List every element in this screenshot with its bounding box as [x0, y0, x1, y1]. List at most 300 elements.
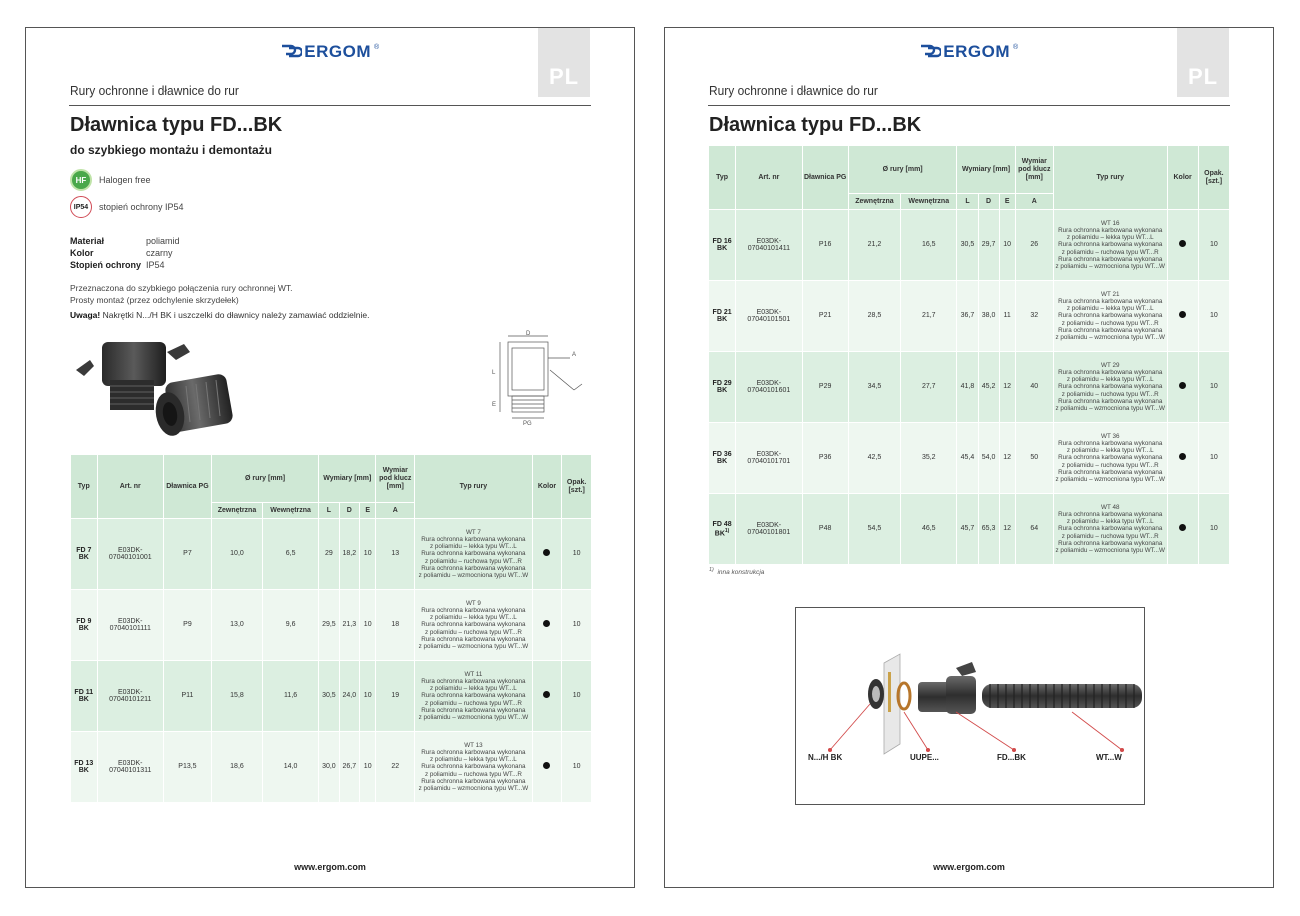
section-title: Rury ochronne i dławnice do rur [70, 83, 239, 98]
pipe-line: z poliamidu – wzmocniona typu WT...W [1055, 475, 1166, 483]
cell-a: 26 [1015, 210, 1053, 281]
cell-d: 18,2 [339, 519, 359, 590]
header-d: D [978, 194, 999, 210]
cell-art: E03DK-07040101211 [97, 661, 163, 732]
cell-pipe-type [1053, 281, 1167, 352]
brand-reg: ® [1013, 44, 1019, 51]
pipe-line: z poliamidu – lekka typu WT...L [1066, 305, 1154, 313]
cell-typ [71, 732, 98, 803]
typ-line: FD 11 [74, 688, 94, 696]
color-dot-icon [1179, 382, 1186, 389]
color-dot-icon [543, 549, 550, 556]
pipe-line: z poliamidu – wzmocniona typu WT...W [1055, 404, 1166, 412]
cell-e: 10 [999, 210, 1015, 281]
cell-e: 12 [999, 423, 1015, 494]
header-zew: Zewnętrzna [848, 194, 900, 210]
table-row [709, 494, 1230, 565]
cell-pipe-type [415, 590, 532, 661]
pipe-line: z poliamidu – ruchowa typu WT...R [424, 628, 522, 636]
cell-a: 18 [376, 590, 415, 661]
pipe-wt: WT 36 [1101, 433, 1120, 441]
cell-typ [71, 519, 98, 590]
table-row [71, 590, 592, 661]
color-dot-icon [1179, 453, 1186, 460]
color-dot-icon [1179, 524, 1186, 531]
assembly-illustration [796, 608, 1144, 804]
cell-opak: 10 [1198, 423, 1229, 494]
color-dot-icon [543, 691, 550, 698]
color-dot-icon [543, 762, 550, 769]
cell-opak: 10 [562, 661, 592, 732]
cell-pg: P9 [163, 590, 211, 661]
property-value: czarny [146, 248, 173, 258]
pipe-line: Rura ochronna karbowana wykonana [1058, 454, 1163, 462]
cell-kolor [1167, 281, 1198, 352]
cell-wew: 9,6 [263, 590, 319, 661]
color-dot-icon [1179, 240, 1186, 247]
typ-line-2 [72, 767, 96, 774]
pipe-line: Rura ochronna karbowana wykonana [421, 749, 526, 757]
header-wew: Wewnętrzna [901, 194, 957, 210]
pipe-line: z poliamidu – lekka typu WT...L [430, 614, 517, 622]
badge-ip54 [70, 196, 184, 218]
pipe-line: z poliamidu – lekka typu WT...L [430, 543, 517, 551]
typ-line-2 [72, 625, 96, 632]
pipe-line: Rura ochronna karbowana wykonana [1058, 312, 1163, 320]
cell-a: 22 [376, 732, 415, 803]
table-row [71, 732, 592, 803]
pipe-line: Rura ochronna karbowana wykonana [421, 536, 526, 544]
table-row [71, 519, 592, 590]
header-e: E [999, 194, 1015, 210]
header-dlawnica: Dławnica PG [802, 146, 848, 210]
order-note [70, 310, 370, 320]
cell-kolor [1167, 494, 1198, 565]
cell-d: 26,7 [339, 732, 359, 803]
pipe-line: z poliamidu – lekka typu WT...L [1066, 234, 1154, 242]
pipe-wt: WT 48 [1101, 504, 1120, 512]
cell-l: 45,7 [957, 494, 978, 565]
cell-typ [709, 352, 736, 423]
header-kolor: Kolor [532, 455, 562, 519]
cell-opak: 10 [562, 519, 592, 590]
cell-d: 38,0 [978, 281, 999, 352]
typ-suffix: BK [714, 530, 725, 538]
typ-line-2 [710, 316, 734, 323]
pipe-line: z poliamidu – ruchowa typu WT...R [1061, 461, 1159, 469]
pipe-wt: WT 21 [1101, 291, 1120, 299]
cell-l: 29,5 [319, 590, 339, 661]
technical-drawing [488, 328, 588, 426]
cell-l: 30,0 [319, 732, 339, 803]
table-row [709, 210, 1230, 281]
assembly-label-nut: N.../H BK [808, 753, 843, 762]
typ-line: FD 21 [712, 308, 732, 316]
pipe-line: Rura ochronna karbowana wykonana [1058, 383, 1163, 391]
header-opak: Opak. [szt.] [1198, 146, 1229, 210]
cell-pipe-type [415, 732, 532, 803]
property-key: Materiał [70, 236, 105, 246]
pipe-line: Rura ochronna karbowana wykonana [421, 550, 526, 558]
typ-line: FD 36 [712, 450, 732, 458]
spec-table [70, 454, 592, 803]
table-row [709, 423, 1230, 494]
pipe-line: Rura ochronna karbowana wykonana [421, 692, 526, 700]
cell-a: 50 [1015, 423, 1053, 494]
brand-name: ERGOM [304, 42, 372, 61]
pipe-wt: WT 29 [1101, 362, 1120, 370]
cell-kolor [532, 661, 562, 732]
catalog-page-left [25, 27, 635, 888]
spec-table [708, 145, 1230, 565]
cell-pipe-type [1053, 494, 1167, 565]
description-line: Przeznaczona do szybkiego połączenia rury ochronnej WT. [70, 283, 293, 293]
footer-url: www.ergom.com [294, 862, 366, 872]
typ-line: FD 9 [76, 617, 92, 625]
cell-opak: 10 [1198, 352, 1229, 423]
gland-product-photo [72, 330, 252, 440]
note-text: Nakrętki N.../H BK i uszczelki do dławnicy należy zamawiać oddzielnie. [100, 310, 370, 320]
header-typ: Typ [709, 146, 736, 210]
cell-pipe-type [1053, 352, 1167, 423]
cell-d: 54,0 [978, 423, 999, 494]
pipe-line: z poliamidu – ruchowa typu WT...R [1061, 532, 1159, 540]
cell-art: E03DK-07040101501 [736, 281, 802, 352]
pipe-wt: WT 16 [1101, 220, 1120, 228]
cell-opak: 10 [562, 590, 592, 661]
pipe-line: z poliamidu – ruchowa typu WT...R [424, 770, 522, 778]
header-wymiary: Wymiary [mm] [319, 455, 376, 503]
typ-line: FD 16 [712, 237, 732, 245]
header-a: A [376, 503, 415, 519]
property-value: poliamid [146, 236, 180, 246]
cell-d: 45,2 [978, 352, 999, 423]
typ-suffix: BK [717, 458, 728, 465]
typ-suffix: BK [78, 767, 89, 774]
drawing-label-pg: PG [523, 421, 532, 426]
cell-d: 65,3 [978, 494, 999, 565]
cell-l: 29 [319, 519, 339, 590]
table-row [709, 281, 1230, 352]
pipe-line: Rura ochronna karbowana wykonana [1058, 255, 1163, 263]
pipe-line: z poliamidu – ruchowa typu WT...R [424, 557, 522, 565]
pipe-line: z poliamidu – ruchowa typu WT...R [1061, 390, 1159, 398]
cell-opak: 10 [1198, 210, 1229, 281]
cell-typ [709, 210, 736, 281]
cell-e: 11 [999, 281, 1015, 352]
pipe-line: Rura ochronna karbowana wykonana [421, 564, 526, 572]
cell-zew: 18,6 [211, 732, 262, 803]
cell-pg: P16 [802, 210, 848, 281]
cell-kolor [532, 519, 562, 590]
pipe-line: z poliamidu – wzmocniona typu WT...W [1055, 262, 1166, 270]
cell-typ [709, 423, 736, 494]
property-key: Kolor [70, 248, 94, 258]
cell-art: E03DK-07040101411 [736, 210, 802, 281]
catalog-page-right [664, 27, 1274, 888]
cell-zew: 21,2 [848, 210, 900, 281]
cell-kolor [1167, 423, 1198, 494]
assembly-label-gland: FD...BK [997, 753, 1026, 762]
pipe-line: Rura ochronna karbowana wykonana [421, 706, 526, 714]
cell-l: 36,7 [957, 281, 978, 352]
header-art: Art. nr [736, 146, 802, 210]
description [70, 282, 570, 306]
cell-typ [709, 281, 736, 352]
language-tab: PL [538, 28, 590, 97]
properties-list [70, 235, 180, 271]
cell-kolor [532, 732, 562, 803]
cell-wew: 6,5 [263, 519, 319, 590]
typ-suffix: BK [717, 387, 728, 394]
pipe-wt: WT 13 [464, 742, 483, 750]
cell-kolor [1167, 352, 1198, 423]
pipe-line: z poliamidu – lekka typu WT...L [1066, 376, 1154, 384]
typ-line-2 [72, 696, 96, 703]
cell-e: 12 [999, 352, 1015, 423]
header-wymiary: Wymiary [mm] [957, 146, 1015, 194]
pipe-line: Rura ochronna karbowana wykonana [1058, 241, 1163, 249]
cell-pipe-type [1053, 210, 1167, 281]
typ-suffix: BK [78, 625, 89, 632]
cell-a: 13 [376, 519, 415, 590]
pipe-line: z poliamidu – wzmocniona typu WT...W [418, 571, 529, 579]
cell-d: 21,3 [339, 590, 359, 661]
cell-typ [71, 590, 98, 661]
cell-a: 40 [1015, 352, 1053, 423]
cell-typ [71, 661, 98, 732]
cell-pg: P7 [163, 519, 211, 590]
property-row [70, 247, 180, 259]
cell-wew: 11,6 [263, 661, 319, 732]
header-opak: Opak. [szt.] [562, 455, 592, 519]
cell-wew: 14,0 [263, 732, 319, 803]
pipe-line: z poliamidu – ruchowa typu WT...R [1061, 248, 1159, 256]
header-rury: Ø rury [mm] [211, 455, 318, 503]
cell-zew: 10,0 [211, 519, 262, 590]
cell-pg: P13,5 [163, 732, 211, 803]
cell-e: 10 [360, 732, 376, 803]
header-typ: Typ [71, 455, 98, 519]
pipe-line: Rura ochronna karbowana wykonana [1058, 440, 1163, 448]
pipe-line: Rura ochronna karbowana wykonana [1058, 468, 1163, 476]
cell-zew: 28,5 [848, 281, 900, 352]
cell-l: 41,8 [957, 352, 978, 423]
header-wew: Wewnętrzna [263, 503, 319, 519]
cell-pg: P11 [163, 661, 211, 732]
cell-e: 10 [360, 519, 376, 590]
header-e: E [360, 503, 376, 519]
cell-pg: P36 [802, 423, 848, 494]
table-row [71, 661, 592, 732]
cell-art: E03DK-07040101001 [97, 519, 163, 590]
pipe-line: z poliamidu – ruchowa typu WT...R [424, 699, 522, 707]
pipe-line: z poliamidu – wzmocniona typu WT...W [1055, 333, 1166, 341]
assembly-label-seal: UUPE... [910, 753, 939, 762]
color-dot-icon [543, 620, 550, 627]
header-divider [708, 105, 1230, 106]
property-value: IP54 [146, 260, 165, 270]
typ-line: FD 7 [76, 546, 92, 554]
footnote [709, 567, 764, 576]
cell-wew: 16,5 [901, 210, 957, 281]
note-label: Uwaga! [70, 310, 101, 320]
pipe-line: Rura ochronna karbowana wykonana [421, 607, 526, 615]
color-dot-icon [1179, 311, 1186, 318]
header-typ-rury: Typ rury [1053, 146, 1167, 210]
typ-line-2 [710, 387, 734, 394]
typ-suffix: BK [717, 316, 728, 323]
cell-opak: 10 [1198, 281, 1229, 352]
cell-l: 30,5 [957, 210, 978, 281]
cell-wew: 35,2 [901, 423, 957, 494]
header-l: L [957, 194, 978, 210]
ergom-logo-icon [919, 43, 941, 59]
pipe-wt: WT 9 [465, 600, 481, 608]
language-tab: PL [1177, 28, 1229, 97]
footnote-mark: 1) [709, 567, 714, 573]
pipe-line: Rura ochronna karbowana wykonana [421, 777, 526, 785]
pipe-line: z poliamidu – wzmocniona typu WT...W [418, 642, 529, 650]
cell-opak: 10 [1198, 494, 1229, 565]
header-divider [69, 105, 591, 106]
property-row [70, 235, 180, 247]
header-klucz: Wymiar pod klucz [mm] [376, 455, 415, 503]
cell-zew: 13,0 [211, 590, 262, 661]
cell-opak: 10 [562, 732, 592, 803]
cell-art: E03DK-07040101701 [736, 423, 802, 494]
header-klucz: Wymiar pod klucz [mm] [1015, 146, 1053, 194]
pipe-line: z poliamidu – lekka typu WT...L [1066, 518, 1154, 526]
brand-name: ERGOM [943, 42, 1011, 61]
pipe-line: z poliamidu – wzmocniona typu WT...W [418, 784, 529, 792]
drawing-label-a: A [572, 352, 577, 358]
cell-zew: 42,5 [848, 423, 900, 494]
cell-zew: 54,5 [848, 494, 900, 565]
drawing-label-l: L [492, 370, 496, 376]
typ-line-2 [72, 554, 96, 561]
ip54-icon: IP54 [70, 196, 92, 218]
footnote-text: inna konstrukcja [717, 569, 765, 577]
cell-art: E03DK-07040101111 [97, 590, 163, 661]
cell-l: 45,4 [957, 423, 978, 494]
pipe-line: z poliamidu – lekka typu WT...L [430, 756, 517, 764]
cell-wew: 21,7 [901, 281, 957, 352]
cell-pipe-type [415, 519, 532, 590]
pipe-line: Rura ochronna karbowana wykonana [1058, 525, 1163, 533]
cell-art: E03DK-07040101601 [736, 352, 802, 423]
header-d: D [339, 503, 359, 519]
cell-wew: 46,5 [901, 494, 957, 565]
cell-pg: P48 [802, 494, 848, 565]
table-row [709, 352, 1230, 423]
ergom-logo-icon [280, 43, 302, 59]
cell-pg: P29 [802, 352, 848, 423]
header-dlawnica: Dławnica PG [163, 455, 211, 519]
typ-line-2 [710, 528, 734, 538]
cell-pipe-type [1053, 423, 1167, 494]
typ-suffix: BK [78, 554, 89, 561]
cell-pipe-type [415, 661, 532, 732]
pipe-line: z poliamidu – ruchowa typu WT...R [1061, 319, 1159, 327]
drawing-label-e: E [492, 402, 497, 408]
header-a: A [1015, 194, 1053, 210]
typ-footnote-mark: 1) [724, 527, 730, 534]
cell-typ [709, 494, 736, 565]
typ-suffix: BK [78, 696, 89, 703]
pipe-line: z poliamidu – lekka typu WT...L [1066, 447, 1154, 455]
header-zew: Zewnętrzna [211, 503, 262, 519]
typ-line-2 [710, 458, 734, 465]
property-row [70, 259, 180, 271]
pipe-line: Rura ochronna karbowana wykonana [421, 635, 526, 643]
cell-kolor [1167, 210, 1198, 281]
pipe-line: Rura ochronna karbowana wykonana [1058, 298, 1163, 306]
page-title: Dławnica typu FD...BK [709, 114, 922, 136]
pipe-line: Rura ochronna karbowana wykonana [1058, 397, 1163, 405]
cell-e: 12 [999, 494, 1015, 565]
cell-d: 29,7 [978, 210, 999, 281]
header-rury: Ø rury [mm] [848, 146, 957, 194]
pipe-line: Rura ochronna karbowana wykonana [421, 621, 526, 629]
page-title: Dławnica typu FD...BK [70, 114, 283, 136]
header-typ-rury: Typ rury [415, 455, 532, 519]
pipe-line: Rura ochronna karbowana wykonana [1058, 539, 1163, 547]
badge-halogen-free [70, 169, 151, 191]
pipe-line: Rura ochronna karbowana wykonana [1058, 511, 1163, 519]
typ-suffix: BK [717, 245, 728, 252]
description-line: Prosty montaż (przez odchylenie skrzydełek) [70, 295, 239, 305]
pipe-line: Rura ochronna karbowana wykonana [1058, 227, 1163, 235]
cell-zew: 34,5 [848, 352, 900, 423]
cell-art: E03DK-07040101801 [736, 494, 802, 565]
typ-line: FD 13 [74, 759, 94, 767]
cell-e: 10 [360, 661, 376, 732]
cell-zew: 15,8 [211, 661, 262, 732]
cell-pg: P21 [802, 281, 848, 352]
header-kolor: Kolor [1167, 146, 1198, 210]
pipe-line: Rura ochronna karbowana wykonana [1058, 326, 1163, 334]
halogen-free-icon: HF [70, 169, 92, 191]
cell-a: 64 [1015, 494, 1053, 565]
cell-wew: 27,7 [901, 352, 957, 423]
assembly-label-pipe: WT...W [1096, 753, 1122, 762]
pipe-line: Rura ochronna karbowana wykonana [421, 763, 526, 771]
cell-a: 19 [376, 661, 415, 732]
footer-url: www.ergom.com [933, 862, 1005, 872]
page-subtitle: do szybkiego montażu i demontażu [70, 143, 273, 157]
badge-label: Halogen free [99, 175, 151, 185]
cell-e: 10 [360, 590, 376, 661]
header-art: Art. nr [97, 455, 163, 519]
badge-label: stopień ochrony IP54 [99, 202, 184, 212]
property-key: Stopień ochrony [70, 260, 142, 270]
assembly-diagram [795, 607, 1145, 805]
pipe-line: z poliamidu – lekka typu WT...L [430, 685, 517, 693]
typ-line: FD 48 [712, 520, 732, 528]
pipe-line: Rura ochronna karbowana wykonana [1058, 369, 1163, 377]
cell-art: E03DK-07040101311 [97, 732, 163, 803]
drawing-label-d: D [526, 331, 531, 337]
section-title: Rury ochronne i dławnice do rur [709, 83, 878, 98]
brand-reg: ® [374, 44, 380, 51]
cell-d: 24,0 [339, 661, 359, 732]
pipe-line: Rura ochronna karbowana wykonana [421, 678, 526, 686]
pipe-line: z poliamidu – wzmocniona typu WT...W [1055, 546, 1166, 554]
typ-line-2 [710, 245, 734, 252]
cell-a: 32 [1015, 281, 1053, 352]
pipe-wt: WT 11 [464, 671, 483, 679]
